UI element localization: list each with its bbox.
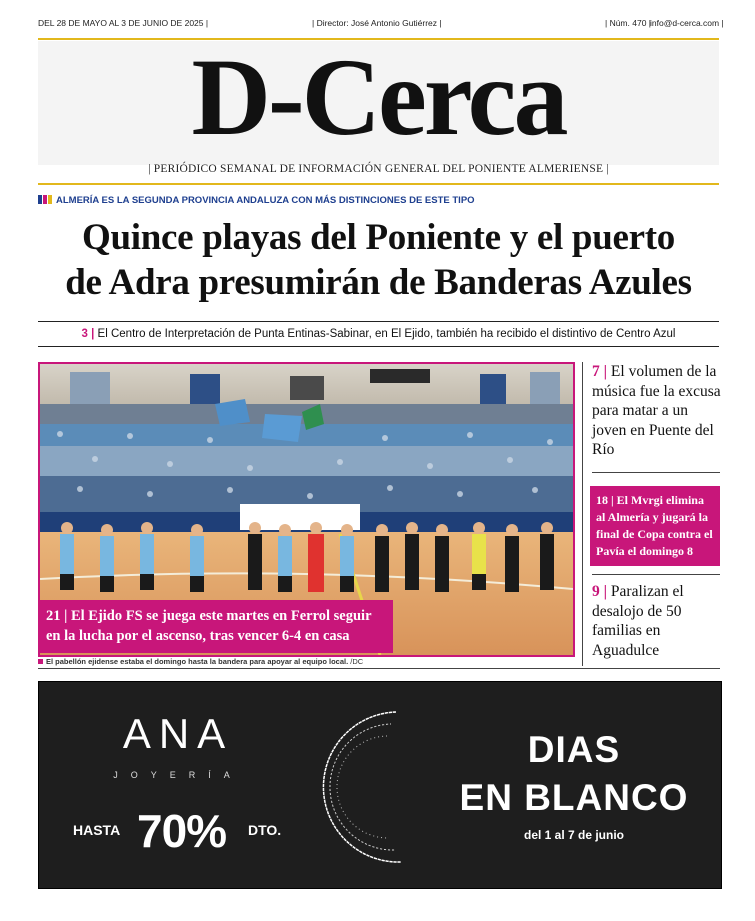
story-3-page: 9 |: [592, 583, 608, 600]
story-1-page: 7 |: [592, 363, 608, 380]
masthead-gold-rule: [38, 183, 719, 185]
story-1-text: El volumen de la música fue la excusa para matar a un joven en Puente del Río: [592, 363, 721, 458]
top-info-line: [38, 15, 724, 33]
photo-credit: [38, 657, 363, 666]
story-2-page: 18 |: [596, 493, 614, 507]
credit-text: El pabellón ejidense estaba el domingo hasta la bandera para apoyar al equipo local.: [46, 657, 349, 666]
masthead-subtitle: | PERIÓDICO SEMANAL DE INFORMACIÓN GENERAL DEL PONIENTE ALMERIENSE |: [148, 163, 609, 175]
sidebar-story-3[interactable]: [592, 582, 722, 660]
ad-brand-sub: JOYERÍA: [113, 770, 243, 780]
ad-campaign-title: [459, 726, 689, 822]
director-credit: | Director: José Antonio Gutiérrez |: [312, 18, 442, 28]
flag-icon: [38, 195, 42, 204]
headline-line-1: Quince playas del Poniente y el puerto: [82, 217, 675, 258]
sidebar-story-2[interactable]: [590, 486, 720, 566]
ad-brand: ANA: [122, 710, 234, 757]
story-3-text: Paralizan el desalojo de 50 familias en Aguadulce: [592, 583, 684, 659]
advertisement[interactable]: [38, 681, 722, 889]
credit-author: /DC: [350, 657, 364, 666]
sidebar-separator: [592, 472, 720, 473]
ad-dates: del 1 al 7 de junio: [523, 828, 625, 842]
credit-marker-icon: [38, 659, 43, 664]
ad-hasta: HASTA: [73, 822, 121, 838]
page-reference: 3 |: [81, 328, 95, 340]
sidebar-divider: [582, 362, 583, 666]
contact-email[interactable]: info@d-cerca.com |: [650, 18, 724, 28]
campaign-line-2: EN BLANCO: [459, 777, 689, 818]
masthead: [38, 36, 719, 165]
sidebar-story-1[interactable]: [592, 362, 722, 460]
newspaper-logo[interactable]: D-Cerca: [191, 36, 566, 158]
lead-headline[interactable]: [30, 215, 727, 305]
caption-text: El Ejido FS se juega este martes en Ferrol seguir en la lucha por el ascenso, tras vencer 6-4 en casa: [46, 608, 372, 644]
crescent-moon-icon: [301, 702, 451, 872]
flag-icon-stripe: [48, 195, 52, 204]
issue-number: | Núm. 470 |: [605, 18, 651, 28]
caption-page-reference: 21 |: [46, 608, 68, 624]
flag-icon-stripe: [43, 195, 47, 204]
issue-dates: DEL 28 DE MAYO AL 3 DE JUNIO DE 2025 |: [38, 18, 209, 28]
photo-caption[interactable]: [38, 600, 393, 653]
campaign-line-1: DIAS: [527, 729, 621, 770]
kicker-text: ALMERÍA ES LA SEGUNDA PROVINCIA ANDALUZA CON MÁS DISTINCIONES DE ESTE TIPO: [56, 195, 475, 206]
ad-discount: 70%: [137, 805, 227, 857]
lead-kicker: [38, 195, 475, 209]
lead-subheadline[interactable]: [38, 321, 719, 347]
ad-dto: DTO.: [248, 822, 282, 838]
headline-line-2: de Adra presumirán de Banderas Azules: [65, 262, 692, 303]
story-2-text: El Mvrgi elimina al Almería y jugará la final de Copa contra el Pavía el domingo 8: [596, 493, 713, 558]
sidebar-separator: [592, 574, 720, 575]
subheadline-text: El Centro de Interpretación de Punta Entinas-Sabinar, en El Ejido, también ha recibido el distintivo de Centro Azul: [94, 328, 676, 340]
ad-top-rule: [38, 668, 720, 669]
